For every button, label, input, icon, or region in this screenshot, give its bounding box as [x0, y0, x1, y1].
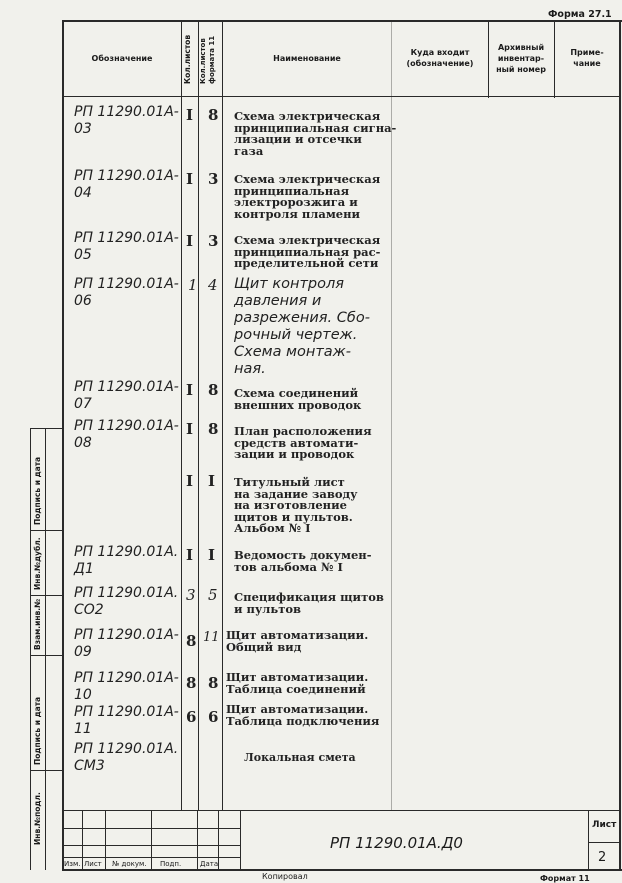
side-inv-podl: Инв.№подл.: [33, 792, 42, 845]
table-row-code: РП 11290.01А. СМ3: [74, 741, 179, 774]
table-row-code: РП 11290.01А. СО2: [74, 585, 179, 618]
table-row-sheets: I: [186, 232, 194, 250]
table-row-code: РП 11290.01А- 06: [74, 276, 179, 309]
table-row-sheets: I: [186, 472, 194, 490]
table-row-code: РП 11290.01А. Д1: [74, 544, 179, 577]
tb-sheet-label: Лист: [592, 820, 617, 830]
table-row-name: Схема электрическая принципиальная рас- пределительной сети: [234, 233, 381, 270]
header-designation: Обозначение: [91, 53, 153, 63]
footer-format: Формат 11: [540, 874, 590, 883]
table-row-name: Локальная смета: [244, 751, 356, 764]
table-row-code: РП 11290.01А- 03: [74, 104, 179, 137]
table-row-format: 8: [208, 381, 219, 399]
table-row-name: Титульный лист на задание заводу на изготовление щитов и пультов. Альбом № I: [234, 475, 358, 535]
side-sign-date-2: Подпись и дата: [33, 696, 42, 765]
table-row-sheets: I: [186, 170, 194, 188]
header-name: Наименование: [273, 53, 341, 63]
table-row-name: Щит автоматизации. Таблица подключения: [226, 702, 380, 728]
table-row-code: РП 11290.01А- 07: [74, 379, 179, 412]
table-row-sheets: I: [186, 420, 194, 438]
tb-sheet-number: 2: [598, 850, 607, 865]
tb-signature: Подп.: [160, 860, 182, 868]
footer-copied: Копировал: [262, 872, 308, 881]
header-sheets-format: Кол.листов формата 11: [199, 35, 216, 84]
table-row-code: РП 11290.01А- 09: [74, 627, 179, 660]
table-row-sheets: I: [186, 106, 194, 124]
side-sign-date-1: Подпись и дата: [33, 456, 42, 525]
tb-date: Дата: [200, 860, 219, 868]
header-where-included: Куда входит (обозначение): [406, 48, 474, 68]
table-row-name: Щит автоматизации. Общий вид: [226, 628, 369, 654]
table-row-format: 3: [208, 170, 219, 188]
header-sheets-count: Кол.листов: [183, 34, 192, 84]
header-archive-number: Архивный инвентар- ный номер: [496, 42, 546, 74]
side-dupl-inv: Инв.№дубл.: [33, 537, 42, 590]
table-row-name: Ведомость докумен- тов альбома № I: [234, 548, 372, 574]
table-row-name: Щит контроля давления и разрежения. Сбо- рочный чертеж. Схема монтаж- ная.: [234, 276, 370, 377]
table-row-format: 4: [208, 276, 218, 294]
table-row-code: РП 11290.01А- 04: [74, 168, 179, 201]
table-row-format: 11: [203, 630, 220, 645]
table-row-name: Схема электрическая принципиальная электророзжига и контроля пламени: [234, 172, 381, 221]
table-row-format: 5: [208, 586, 218, 604]
table-row-name: Схема электрическая принципиальная сигна- лизации и отсечки газа: [234, 109, 397, 158]
table-row-code: РП 11290.01А- 08: [74, 418, 179, 451]
table-row-format: 8: [208, 674, 219, 692]
table-row-sheets: 8: [186, 674, 197, 692]
table-row-sheets: 8: [186, 632, 197, 650]
header-note: Приме- чание: [570, 48, 604, 68]
table-row-code: РП 11290.01А- 05: [74, 230, 179, 263]
table-row-sheets: 1: [188, 276, 198, 294]
table-row-format: 8: [208, 420, 219, 438]
table-row-code: РП 11290.01А- 11: [74, 704, 179, 737]
table-row-format: 3: [208, 232, 219, 250]
table-row-sheets: I: [186, 546, 194, 564]
side-vzam-inv: Взам.инв.№: [33, 598, 42, 650]
tb-designation: РП 11290.01А.Д0: [330, 834, 463, 852]
table-row-code: РП 11290.01А- 10: [74, 670, 179, 703]
table-row-name: Схема соединений внешних проводок: [234, 386, 362, 412]
table-row-name: Спецификация щитов и пультов: [234, 590, 384, 616]
table-row-name: Щит автоматизации. Таблица соединений: [226, 670, 369, 696]
tb-change: Изм.: [64, 860, 81, 868]
table-row-sheets: 6: [186, 708, 197, 726]
table-row-format: 6: [208, 708, 219, 726]
tb-doc-no: № докум.: [112, 860, 147, 868]
table-row-sheets: I: [186, 381, 194, 399]
table-row-format: I: [208, 472, 216, 490]
table-row-name: План расположения средств автомати- зации и проводок: [234, 424, 372, 461]
table-row-sheets: 3: [186, 586, 196, 604]
table-row-format: 8: [208, 106, 219, 124]
form-label: Форма 27.1: [548, 9, 612, 20]
tb-sheet: Лист: [84, 860, 102, 868]
table-row-format: I: [208, 546, 216, 564]
